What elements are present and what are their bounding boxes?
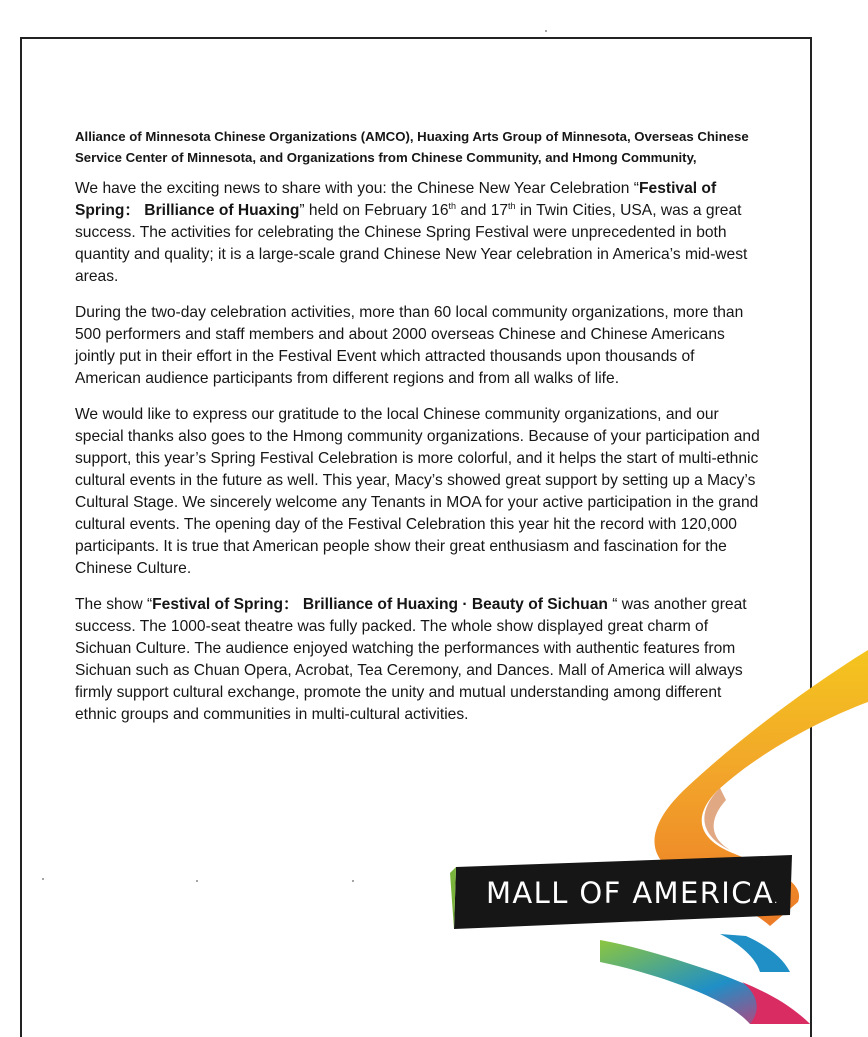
p1-text-c: and 17 xyxy=(456,202,509,219)
scan-speck xyxy=(42,878,44,880)
p1-text-b: ” held on February 16 xyxy=(299,202,449,219)
p4-show-title: Festival of Spring： Brilliance of Huaxing · Beauty of Sichuan xyxy=(152,596,608,613)
letter-body xyxy=(75,126,763,740)
p1-sup-2: th xyxy=(508,200,516,211)
paragraph-celebration-news xyxy=(75,178,763,288)
paragraph-gratitude: We would like to express our gratitude to the local Chinese community organizations, and our special thanks also goes to the Hmong community organizations. Because of your participation and support, this year’s Spring Festival Celebration is more colorful, and it helps the start of multi-ethnic cultural events in the future as well. This year, Macy’s showed great support by setting up a Macy’s Cultural Stage. We sincerely welcome any Tenants in MOA for your active participation in the grand cultural events. The opening day of the Festival Celebration this year hit the record with 120,000 participants. It is true that American people show their great enthusiasm and fascination for the Chinese Culture. xyxy=(75,406,760,577)
logo-dot: . xyxy=(774,895,778,906)
p4-text-a: The show “ xyxy=(75,596,153,613)
mall-of-america-logo xyxy=(486,876,777,910)
scan-speck xyxy=(196,880,198,882)
p1-sup-1: th xyxy=(448,200,457,211)
p1-event-title: Festival of Spring： Brilliance of Huaxing xyxy=(75,180,717,219)
p4-text-b: “ was another great success. The 1000-seat theatre was fully packed. The whole show displayed great charm of Sichuan Culture. The audience enjoyed watching the performances with authentic features from Sichuan such as Chuan Opera, Acrobat, Tea Ceremony, and Dances. Mall of America will always firmly support cultural exchange, promote the unity and mutual understanding among different ethnic groups and communities in multi-cultural activities. xyxy=(75,596,747,723)
scan-speck xyxy=(352,880,354,882)
logo-text: MALL OF AMERICA xyxy=(486,876,775,910)
paragraph-show xyxy=(75,594,763,726)
letter-salutation: Alliance of Minnesota Chinese Organizations (AMCO), Huaxing Arts Group of Minnesota, Overseas Chinese Service Center of Minnesota, and Organizations from Chinese Community, and Hmong Community, xyxy=(75,129,749,165)
scan-speck xyxy=(545,30,547,32)
p1-text-a: We have the exciting news to share with you: the Chinese New Year Celebration “ xyxy=(75,180,640,197)
paragraph-participation: During the two-day celebration activities, more than 60 local community organizations, more than 500 performers and staff members and about 2000 overseas Chinese and Chinese Americans jointly put in their effort in the Festival Event which attracted thousands upon thousands of American audience participants from different regions and from all walks of life. xyxy=(75,304,744,387)
p1-text-d: in Twin Cities, USA, was a great success. The activities for celebrating the Chinese Spring Festival were unprecedented in both quantity and quality; it is a large-scale grand Chinese New Year celebration in America’s mid-west areas. xyxy=(75,202,748,285)
